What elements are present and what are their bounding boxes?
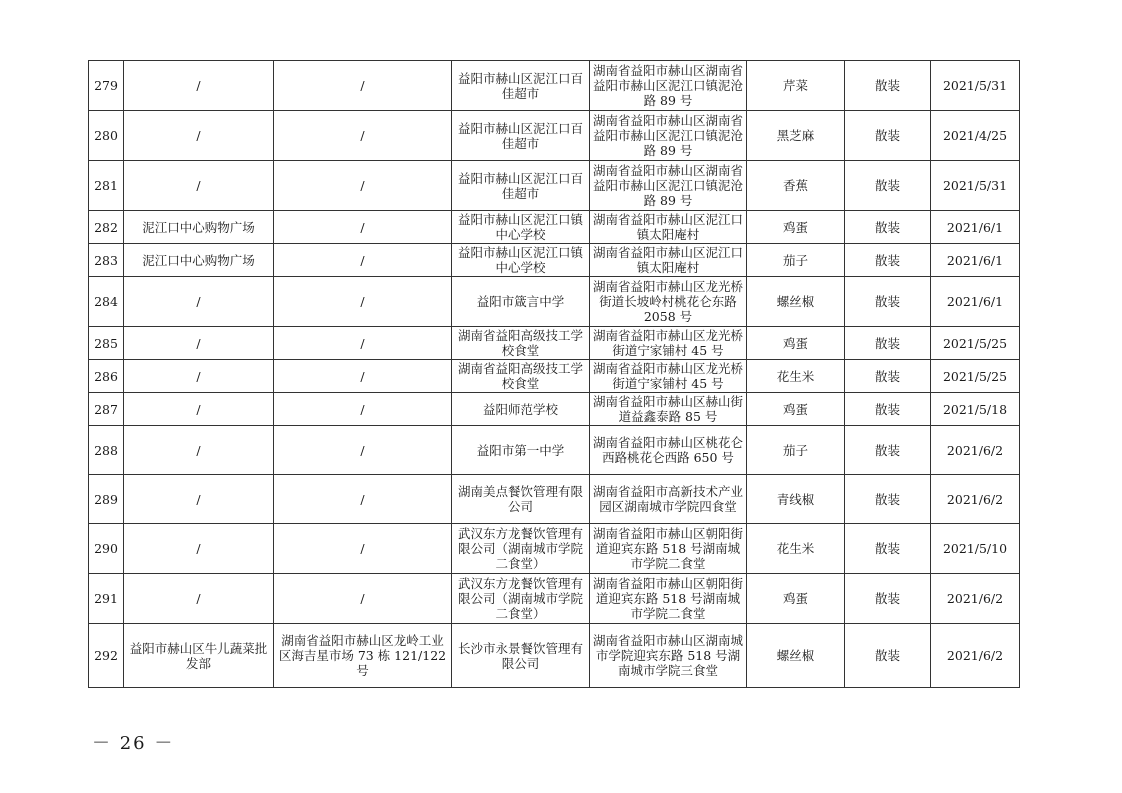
package-spec-cell: 散装	[845, 161, 931, 211]
production-date-cell: 2021/6/1	[931, 277, 1020, 327]
producer-address-cell: /	[274, 327, 452, 360]
producer-address-cell: /	[274, 524, 452, 574]
package-spec-cell: 散装	[845, 360, 931, 393]
package-spec-cell: 散装	[845, 61, 931, 111]
sampled-unit-cell: 益阳市赫山区泥江口百佳超市	[452, 161, 590, 211]
table-row	[89, 524, 1020, 574]
production-date-cell: 2021/5/18	[931, 393, 1020, 426]
food-name-cell: 鸡蛋	[747, 327, 845, 360]
producer-name-cell: /	[124, 475, 274, 524]
table-row	[89, 244, 1020, 277]
producer-address-cell: /	[274, 111, 452, 161]
sampled-address-cell: 湖南省益阳市赫山区湖南城市学院迎宾东路 518 号湖南城市学院三食堂	[590, 624, 747, 688]
producer-name-cell: /	[124, 393, 274, 426]
producer-address-cell: /	[274, 277, 452, 327]
row-number-cell: 290	[89, 524, 124, 574]
producer-name-cell: /	[124, 426, 274, 475]
package-spec-cell: 散装	[845, 393, 931, 426]
row-number-cell: 281	[89, 161, 124, 211]
production-date-cell: 2021/5/25	[931, 360, 1020, 393]
producer-name-cell: 益阳市赫山区牛儿蔬菜批发部	[124, 624, 274, 688]
row-number-cell: 285	[89, 327, 124, 360]
sampled-unit-cell: 益阳市箴言中学	[452, 277, 590, 327]
production-date-cell: 2021/6/2	[931, 624, 1020, 688]
food-name-cell: 螺丝椒	[747, 277, 845, 327]
sampled-address-cell: 湖南省益阳市赫山区朝阳街道迎宾东路 518 号湖南城市学院二食堂	[590, 574, 747, 624]
sampled-address-cell: 湖南省益阳市赫山区赫山街道益鑫泰路 85 号	[590, 393, 747, 426]
table-row	[89, 360, 1020, 393]
producer-address-cell: /	[274, 244, 452, 277]
sampled-unit-cell: 益阳市赫山区泥江口百佳超市	[452, 61, 590, 111]
food-name-cell: 花生米	[747, 360, 845, 393]
food-name-cell: 螺丝椒	[747, 624, 845, 688]
sampled-address-cell: 湖南省益阳市赫山区龙光桥街道长坡岭村桃花仑东路 2058 号	[590, 277, 747, 327]
page-number: － 26 －	[92, 733, 175, 754]
sampled-unit-cell: 武汉东方龙餐饮管理有限公司（湖南城市学院二食堂）	[452, 524, 590, 574]
sampled-unit-cell: 武汉东方龙餐饮管理有限公司（湖南城市学院二食堂）	[452, 574, 590, 624]
production-date-cell: 2021/5/31	[931, 61, 1020, 111]
producer-name-cell: /	[124, 524, 274, 574]
package-spec-cell: 散装	[845, 277, 931, 327]
sampled-address-cell: 湖南省益阳市高新技术产业园区湖南城市学院四食堂	[590, 475, 747, 524]
package-spec-cell: 散装	[845, 211, 931, 244]
sampled-unit-cell: 湖南美点餐饮管理有限公司	[452, 475, 590, 524]
row-number-cell: 284	[89, 277, 124, 327]
production-date-cell: 2021/6/2	[931, 426, 1020, 475]
producer-address-cell: 湖南省益阳市赫山区龙岭工业区海吉星市场 73 栋 121/122 号	[274, 624, 452, 688]
producer-address-cell: /	[274, 393, 452, 426]
sampled-address-cell: 湖南省益阳市赫山区桃花仑西路桃花仑西路 650 号	[590, 426, 747, 475]
sampled-unit-cell: 湖南省益阳高级技工学校食堂	[452, 360, 590, 393]
row-number-cell: 283	[89, 244, 124, 277]
food-name-cell: 香蕉	[747, 161, 845, 211]
sampled-address-cell: 湖南省益阳市赫山区湖南省益阳市赫山区泥江口镇泥沧路 89 号	[590, 161, 747, 211]
table-row	[89, 393, 1020, 426]
sampled-unit-cell: 益阳市赫山区泥江口镇中心学校	[452, 244, 590, 277]
table-body	[89, 61, 1020, 688]
sampled-address-cell: 湖南省益阳市赫山区湖南省益阳市赫山区泥江口镇泥沧路 89 号	[590, 61, 747, 111]
table-row	[89, 624, 1020, 688]
sampled-unit-cell: 益阳市赫山区泥江口百佳超市	[452, 111, 590, 161]
food-name-cell: 芹菜	[747, 61, 845, 111]
sampled-unit-cell: 长沙市永景餐饮管理有限公司	[452, 624, 590, 688]
package-spec-cell: 散装	[845, 111, 931, 161]
producer-address-cell: /	[274, 161, 452, 211]
row-number-cell: 291	[89, 574, 124, 624]
production-date-cell: 2021/5/25	[931, 327, 1020, 360]
producer-name-cell: /	[124, 161, 274, 211]
sampled-unit-cell: 益阳市赫山区泥江口镇中心学校	[452, 211, 590, 244]
sampled-address-cell: 湖南省益阳市赫山区泥江口镇太阳庵村	[590, 211, 747, 244]
production-date-cell: 2021/6/2	[931, 475, 1020, 524]
row-number-cell: 287	[89, 393, 124, 426]
sampled-unit-cell: 益阳师范学校	[452, 393, 590, 426]
package-spec-cell: 散装	[845, 475, 931, 524]
package-spec-cell: 散装	[845, 426, 931, 475]
table-row	[89, 574, 1020, 624]
food-name-cell: 鸡蛋	[747, 393, 845, 426]
producer-address-cell: /	[274, 360, 452, 393]
row-number-cell: 279	[89, 61, 124, 111]
producer-address-cell: /	[274, 475, 452, 524]
table-row	[89, 161, 1020, 211]
table-row	[89, 111, 1020, 161]
row-number-cell: 280	[89, 111, 124, 161]
producer-name-cell: /	[124, 61, 274, 111]
package-spec-cell: 散装	[845, 624, 931, 688]
sampled-address-cell: 湖南省益阳市赫山区湖南省益阳市赫山区泥江口镇泥沧路 89 号	[590, 111, 747, 161]
table-row	[89, 61, 1020, 111]
package-spec-cell: 散装	[845, 524, 931, 574]
producer-name-cell: 泥江口中心购物广场	[124, 211, 274, 244]
production-date-cell: 2021/6/1	[931, 244, 1020, 277]
producer-address-cell: /	[274, 211, 452, 244]
production-date-cell: 2021/5/31	[931, 161, 1020, 211]
food-name-cell: 鸡蛋	[747, 211, 845, 244]
producer-name-cell: /	[124, 111, 274, 161]
food-name-cell: 黑芝麻	[747, 111, 845, 161]
food-name-cell: 青线椒	[747, 475, 845, 524]
package-spec-cell: 散装	[845, 244, 931, 277]
row-number-cell: 286	[89, 360, 124, 393]
food-name-cell: 鸡蛋	[747, 574, 845, 624]
sampling-table	[88, 60, 1020, 688]
table-row	[89, 277, 1020, 327]
table-row	[89, 426, 1020, 475]
producer-name-cell: /	[124, 277, 274, 327]
sampled-address-cell: 湖南省益阳市赫山区泥江口镇太阳庵村	[590, 244, 747, 277]
sampled-address-cell: 湖南省益阳市赫山区朝阳街道迎宾东路 518 号湖南城市学院二食堂	[590, 524, 747, 574]
row-number-cell: 288	[89, 426, 124, 475]
producer-address-cell: /	[274, 574, 452, 624]
production-date-cell: 2021/6/1	[931, 211, 1020, 244]
row-number-cell: 292	[89, 624, 124, 688]
producer-address-cell: /	[274, 426, 452, 475]
production-date-cell: 2021/5/10	[931, 524, 1020, 574]
table-row	[89, 211, 1020, 244]
table-row	[89, 327, 1020, 360]
food-name-cell: 茄子	[747, 244, 845, 277]
production-date-cell: 2021/4/25	[931, 111, 1020, 161]
producer-name-cell: /	[124, 327, 274, 360]
production-date-cell: 2021/6/2	[931, 574, 1020, 624]
producer-name-cell: 泥江口中心购物广场	[124, 244, 274, 277]
food-name-cell: 茄子	[747, 426, 845, 475]
sampled-unit-cell: 益阳市第一中学	[452, 426, 590, 475]
food-name-cell: 花生米	[747, 524, 845, 574]
sampled-unit-cell: 湖南省益阳高级技工学校食堂	[452, 327, 590, 360]
sampled-address-cell: 湖南省益阳市赫山区龙光桥街道宁家铺村 45 号	[590, 327, 747, 360]
package-spec-cell: 散装	[845, 574, 931, 624]
row-number-cell: 282	[89, 211, 124, 244]
producer-name-cell: /	[124, 574, 274, 624]
producer-address-cell: /	[274, 61, 452, 111]
producer-name-cell: /	[124, 360, 274, 393]
table-row	[89, 475, 1020, 524]
package-spec-cell: 散装	[845, 327, 931, 360]
sampled-address-cell: 湖南省益阳市赫山区龙光桥街道宁家铺村 45 号	[590, 360, 747, 393]
row-number-cell: 289	[89, 475, 124, 524]
